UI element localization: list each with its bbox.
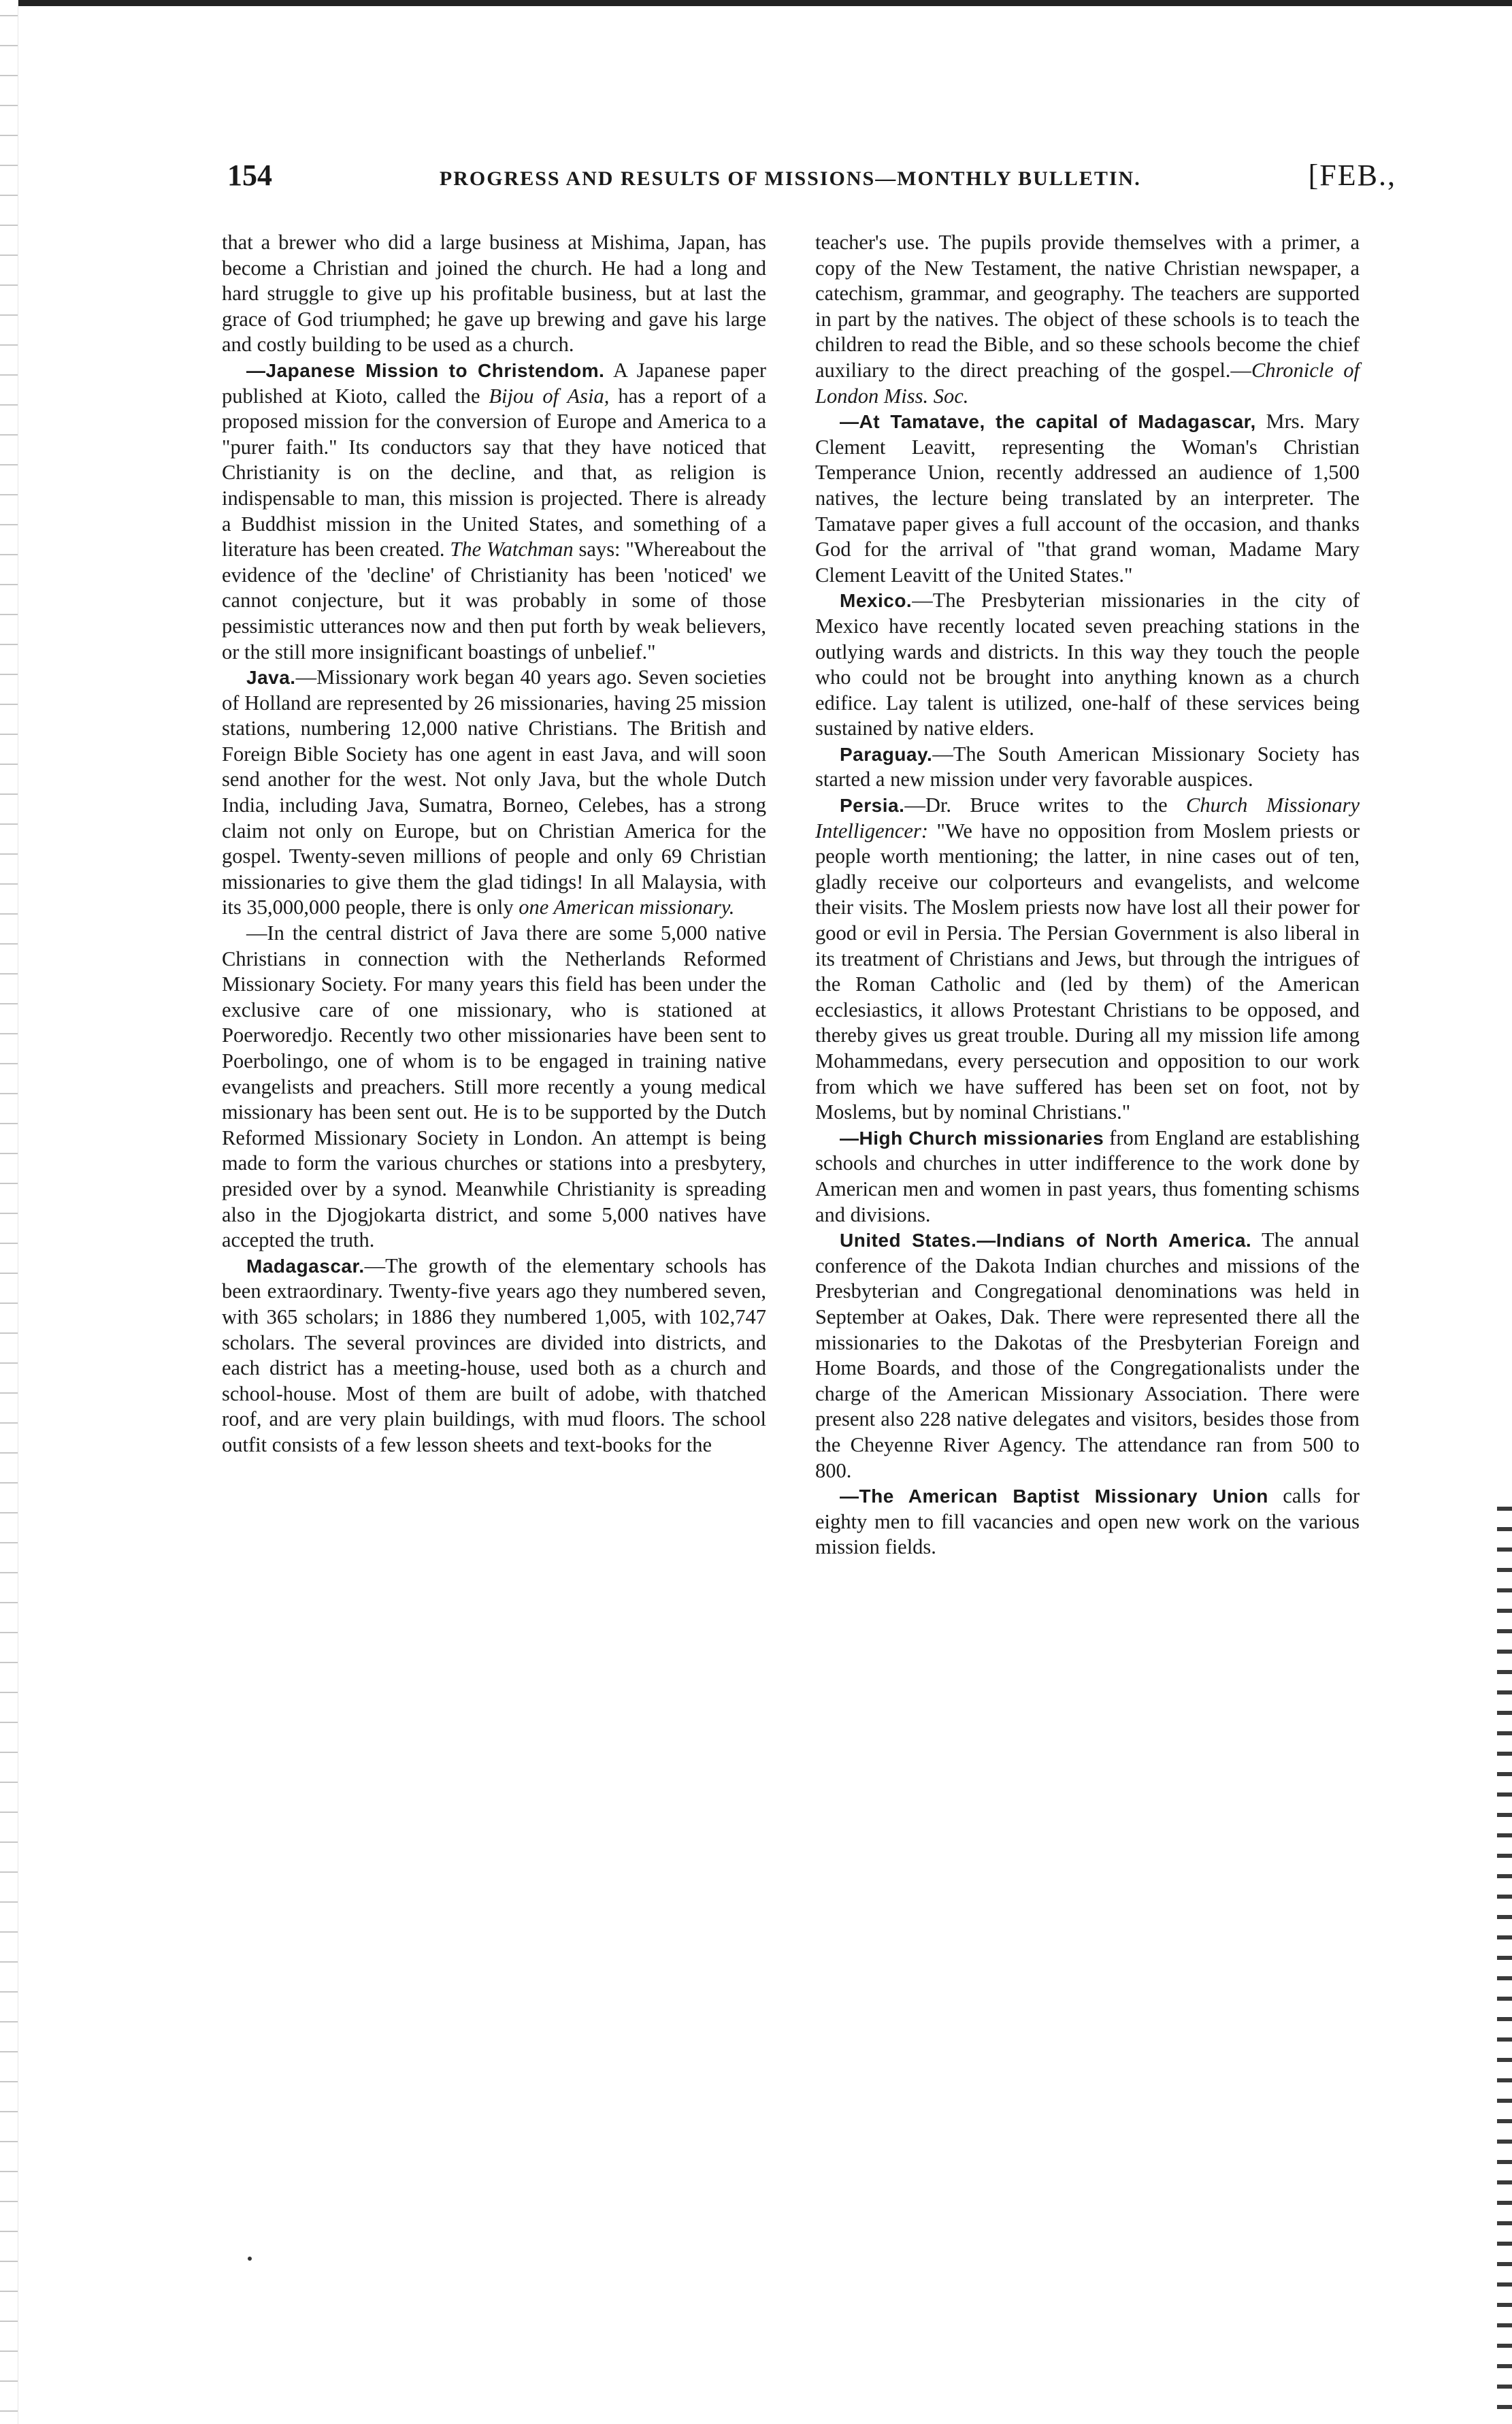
page-number: 154 [227,159,272,192]
paragraph-brewer: that a brewer who did a large business at Mishima, Japan, has become a Christian and joined the church. He had a long and hard struggle to give up his profitable business, but at last the grace of God triumphed; he gave up brewing and gave his large and costly building to be used as a church. [222,231,766,357]
paragraph-madagascar-continued: teacher's use. The pupils provide themselves with a primer, a copy of the New Testament, the native Christian newspaper, a catechism, grammar, and geography. The teachers are supported in part by the natives. The object of these schools is to teach the children to read the Bible, and so these schools become the chief auxiliary to the direct preaching of the gospel.—Chronicle of London Miss. Soc. [815,231,1360,408]
paragraph-tamatave: —At Tamatave, the capital of Madagascar, Mrs. Mary Clement Leavitt, representing the Woman's Christian Temperance Union, recently addressed an audience of 1,500 natives, the lecture being translated by an interpreter. The Tamatave paper gives a full account of the occasion, and thanks God for the arrival of "that grand woman, Madame Mary Clement Leavitt of the United States." [815,410,1360,587]
paragraph-high-church: —High Church missionaries from England are establishing schools and churches in utter indifference to the work done by American men and women in past years, thus fomenting schisms and divisions. [815,1126,1360,1226]
paragraph-madagascar: Madagascar.—The growth of the elementary schools has been extraordinary. Twenty-five years ago they numbered seven, with 365 scholars; in 1886 they numbered 1,005, with 102,747 scholars. The several provinces are divided into districts, and each district has a meeting-house, used both as a church and school-house. Most of them are built of adobe, with thatched roof, and are very plain buildings, with mud floors. The school outfit consists of a few lesson sheets and text-books for the [222,1254,766,1456]
right-column [815,230,1360,1560]
left-column [222,230,766,1458]
running-title: PROGRESS AND RESULTS OF MISSIONS—MONTHLY BULLETIN. [439,167,1141,190]
paragraph-mexico: Mexico.—The Presbyterian missionaries in the city of Mexico have recently located seven preaching stations in the outlying wards and districts. In this way they touch the people who could not be brought into anything known as a church edifice. Lay talent is utilized, one-half of these services being sustained by native elders. [815,589,1360,740]
paragraph-baptist-union: —The American Baptist Missionary Union calls for eighty men to fill vacancies and open new work on the various mission fields. [815,1484,1360,1559]
paragraph-japanese-mission: —Japanese Mission to Christendom. A Japanese paper published at Kioto, called the Bijou of Asia, has a report of a proposed mission for the conversion of Europe and America to a "purer faith." Its conductors say that they have noticed that Christianity is on the decline, and that, as religion is indispensable to man, this mission is projected. There is already a Buddhist mission in the United States, and something of a literature has been created. The Watchman says: "Whereabout the evidence of the 'decline' of Christianity has been 'noticed' we cannot conjecture, but it was probably in some of those pessimistic utterances now and then put forth by weak believers, or the still more insignificant boastings of unbelief." [222,358,766,664]
paragraph-united-states: United States.—Indians of North America. The annual conference of the Dakota Indian churches and missions of the Presbyterian and Congregational denominations was held in September at Oakes, Dak. There were represented there all the missionaries to the Dakotas of the Presbyterian Foreign and Home Boards, and those of the Congregationalists under the charge of the American Missionary Association. There were present also 228 native delegates and visitors, besides those from the Cheyenne River Agency. The attendance ran from 500 to 800. [815,1228,1360,1482]
paragraph-java: Java.—Missionary work began 40 years ago. Seven societies of Holland are represented by 26 missionaries, having 25 mission stations, numbering 12,000 native Christians. The British and Foreign Bible Society has one agent in east Java, and will soon send another for the west. Not only Java, but the whole Dutch India, including Java, Sumatra, Borneo, Celebes, has a strong claim not only on Europe, but on Christian America for the gospel. Twenty-seven millions of people and only 69 Christian missionaries to give them the glad tidings! In all Malaysia, with its 35,000,000 people, there is only one American missionary. [222,666,766,919]
running-date: [FEB., [1308,159,1396,192]
paragraph-persia: Persia.—Dr. Bruce writes to the Church Missionary Intelligencer: "We have no opposition from Moslem priests or people worth mentioning; the latter, in nine cases out of ten, gladly receive our colporteurs and evangelists, and welcome their visits. The Moslem priests now have lost all their power for good or evil in Persia. The Persian Government is also liberal in its treatment of Christians and Jews, but through the intrigues of the Roman Catholic and (led by them) of the American ecclesiastics, it allows Protestant Christians to be opposed, and thereby gives us great trouble. During all my mission life among Mohammedans, every persecution and opposition to our work from which we have suffered has been set on foot, not by Moslems, but by nominal Christians." [815,793,1360,1124]
ink-speck [248,2257,252,2261]
scan-left-edge [0,0,18,2424]
page-header [227,158,1396,193]
top-border-rule [0,0,1512,11]
scan-right-edge [1497,1497,1512,2424]
paragraph-paraguay: Paraguay.—The South American Missionary Society has started a new mission under very favorable auspices. [815,742,1360,791]
paragraph-central-java: —In the central district of Java there are some 5,000 native Christians in connection with the Netherlands Reformed Missionary Society. For many years this field has been under the exclusive care of one missionary, who is stationed at Poerworedjo. Recently two other missionaries have been sent to Poerbolingo, one of whom is to be engaged in training native evangelists and preachers. Still more recently a young medical missionary has been sent out. He is to be supported by the Dutch Reformed Missionary Society in London. An attempt is being made to form the various churches or stations into a presbytery, presided over by a synod. Meanwhile Christianity is spreading also in the Djogjokarta district, and some 5,000 natives have accepted the truth. [222,921,766,1252]
